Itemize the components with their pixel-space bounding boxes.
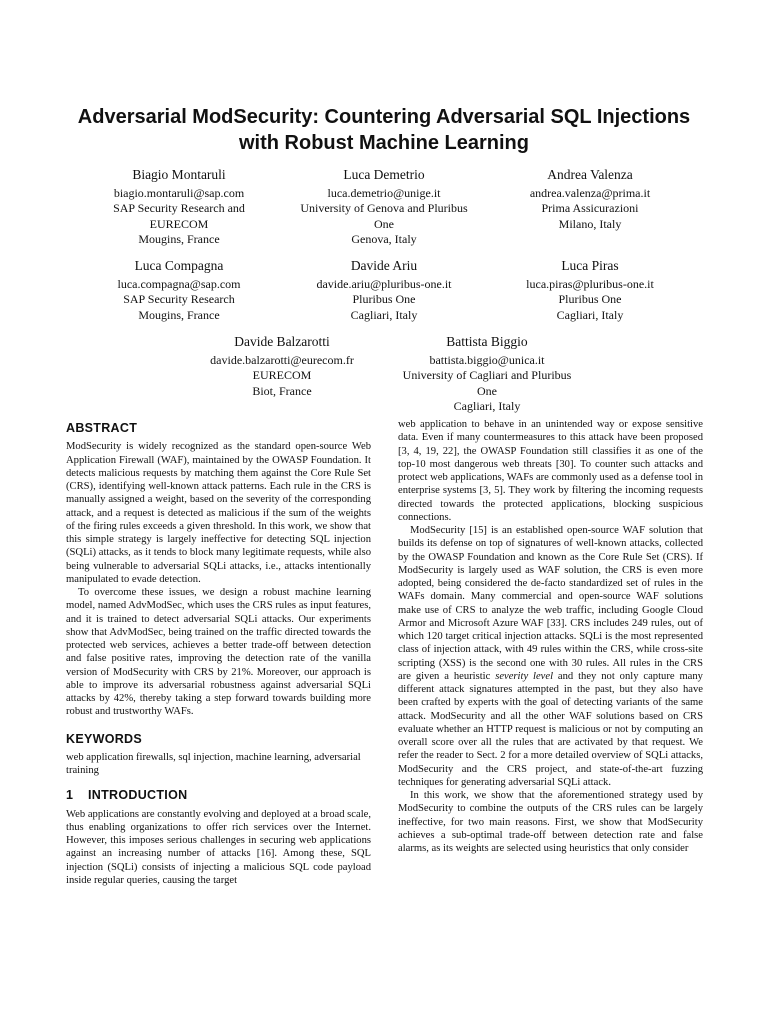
author-name: Luca Demetrio <box>343 167 425 182</box>
author-affiliation: EURECOM <box>149 216 209 231</box>
author-location: Mougins, France <box>138 307 220 322</box>
author-email: davide.ariu@pluribus-one.it <box>316 277 452 291</box>
author-name: Davide Balzarotti <box>234 334 330 349</box>
left-column <box>66 418 371 887</box>
author-name: Andrea Valenza <box>547 167 633 182</box>
keywords-text: web application firewalls, sql injection, machine learning, adversarial training <box>66 751 361 776</box>
body-text: ModSecurity [15] is an established open-source WAF solution that builds its defense on top of signatures of well-known attacks, collected by the OWASP Foundation and known as the Core Rule Set (CRS). If ModSecurity is largely used as WAF solution, the CRS is even more adopted, being considered the de-facto standardized set of rules in the WAFs domain. Many commercial and open-source WAF solutions make use of CRS to analyze the web traffic, including Google Cloud Armor and Microsoft Azure WAF [33]. CRS includes 249 rules, out of which 120 target critical injection attacks. SQLi is the most represented class of injection attack, with 49 rules within the CRS, while cross-site scripting (XSS) is the second one with 30 rules. All rules in the CRS are given a heuristic <box>398 525 703 682</box>
author-name: Luca Piras <box>561 258 619 273</box>
author-email: luca.compagna@sap.com <box>117 277 241 291</box>
body-paragraph: web application to behave in an unintended way or expose sensitive data. Even if many countermeasures to this attack have been proposed [3, 4, 19, 22], the OWASP Foundation still classifies it as one of the top-10 most dangerous web threats [30]. To counter such attacks and protect web applications, WAFs are commonly used as a defense tool in enterprise systems [3, 5]. They work by filtering the incoming requests directed towards the protected applications, blocking suspicious connections. <box>398 419 703 523</box>
author-block <box>387 333 587 415</box>
author-email: davide.balzarotti@eurecom.fr <box>210 353 354 367</box>
author-location: Biot, France <box>252 383 312 398</box>
paper-title-line-2: with Robust Machine Learning <box>238 132 529 154</box>
author-location: Cagliari, Italy <box>556 307 624 322</box>
author-block <box>495 166 685 232</box>
body-paragraph: Web applications are constantly evolving and deployed at a broad scale, thus enabling organizations to offer rich services over the Internet. However, this imposes serious challenges in securing web applications against an increasing number of attacks [16]. Among these, SQL injection (SQLi) consists of injecting a malicious SQL code payload inside regular queries, causing the target <box>66 808 371 886</box>
author-affiliation: One <box>477 383 497 398</box>
abstract-heading: ABSTRACT <box>66 421 138 435</box>
section-title: INTRODUCTION <box>88 788 188 803</box>
section-number: 1 <box>66 788 74 803</box>
author-affiliation: EURECOM <box>252 368 312 383</box>
author-affiliation: Prima Assicurazioni <box>541 201 639 216</box>
author-email: battista.biggio@unica.it <box>429 353 545 367</box>
abstract-paragraph: ModSecurity is widely recognized as the standard open-source Web Application Firewall (WAF), maintained by the OWASP Foundation. It detects malicious requests by matching them against the Core Rule Set (CRS), identifying well-known attack patterns. Each rule in the CRS is manually assigned a weight, based on the severity of the corresponding attack, and a request is detected as malicious if the sum of the weights of the firing rules exceeds a given threshold. In this work, we show that this simple strategy is largely ineffective for detecting SQL injection (SQLi) attacks, as it tends to block many legitimate requests, while also being vulnerable to adversarial SQLi attacks, i.e., attacks intentionally manipulated to evade detection. <box>66 441 371 585</box>
author-affiliation: Pluribus One <box>352 292 416 307</box>
author-name: Davide Ariu <box>350 258 418 273</box>
author-block <box>284 257 484 323</box>
author-name: Biagio Montaruli <box>132 167 226 182</box>
author-block <box>495 257 685 323</box>
author-email: luca.demetrio@unige.it <box>327 186 441 200</box>
author-location: Milano, Italy <box>558 216 622 231</box>
section-heading-introduction <box>66 789 371 802</box>
author-name: Battista Biggio <box>446 334 528 349</box>
author-email: biagio.montaruli@sap.com <box>113 186 245 200</box>
author-location: Cagliari, Italy <box>350 307 418 322</box>
author-affiliation: University of Cagliari and Pluribus <box>402 368 572 383</box>
paper-title-line-1: Adversarial ModSecurity: Countering Adversarial SQL Injections <box>77 106 691 128</box>
body-paragraph: In this work, we show that the aforementioned strategy used by ModSecurity to combine the outputs of the CRS rules can be largely ineffective, for two main reasons. First, we show that ModSecurity achieves a sub-optimal trade-off between detection rate and false alarms, as its weights are selected using heuristics that only consider <box>398 790 703 854</box>
author-name: Luca Compagna <box>134 258 224 273</box>
author-affiliation: Pluribus One <box>558 292 622 307</box>
author-block <box>84 166 274 248</box>
author-location: Genova, Italy <box>351 232 417 247</box>
author-affiliation: SAP Security Research and <box>113 201 245 216</box>
author-affiliation: SAP Security Research <box>123 292 235 307</box>
author-block <box>84 257 274 323</box>
author-location: Mougins, France <box>138 232 220 247</box>
author-location: Cagliari, Italy <box>453 399 521 414</box>
body-emphasis: severity level <box>495 670 554 682</box>
author-email: andrea.valenza@prima.it <box>529 186 651 200</box>
abstract-paragraph: To overcome these issues, we design a robust machine learning model, named AdvModSec, which uses the CRS rules as input features, and it is trained to detect adversarial SQLi attacks. Our experiments show that AdvModSec, being trained on the traffic directed towards the protected web services, achieves a better trade-off between detection and false positive rates, improving the detection rate of the vanilla version of ModSecurity with CRS by 21%. Moreover, our approach is able to improve its adversarial robustness against adversarial SQLi attacks by 42%, thereby taking a step forward towards building more robust and trustworthy WAFs. <box>66 587 371 718</box>
author-affiliation: University of Genova and Pluribus <box>300 201 468 216</box>
body-text: and they not only capture many different attack signatures attempted in the past, but they also have been crafted by experts with the goal of detecting variants of the same attack. ModSecurity and all the other WAF solutions based on CRS evaluate whether an HTTP request is malicious or not by computing an overall score over all the rules that are activated by that request. We refer the reader to Sect. 2 for a more detailed overview of SQLi attacks, ModSecurity and the CRS project, and state-of-the-art fuzzing techniques for generating adversarial SQLi attack. <box>398 670 703 788</box>
paper-title <box>40 104 728 156</box>
keywords-heading: KEYWORDS <box>66 731 143 746</box>
author-block <box>182 333 382 399</box>
body-paragraph <box>398 524 703 789</box>
right-column <box>398 418 703 855</box>
author-affiliation: One <box>374 216 394 231</box>
author-email: luca.piras@pluribus-one.it <box>526 277 654 291</box>
author-block <box>284 166 484 248</box>
